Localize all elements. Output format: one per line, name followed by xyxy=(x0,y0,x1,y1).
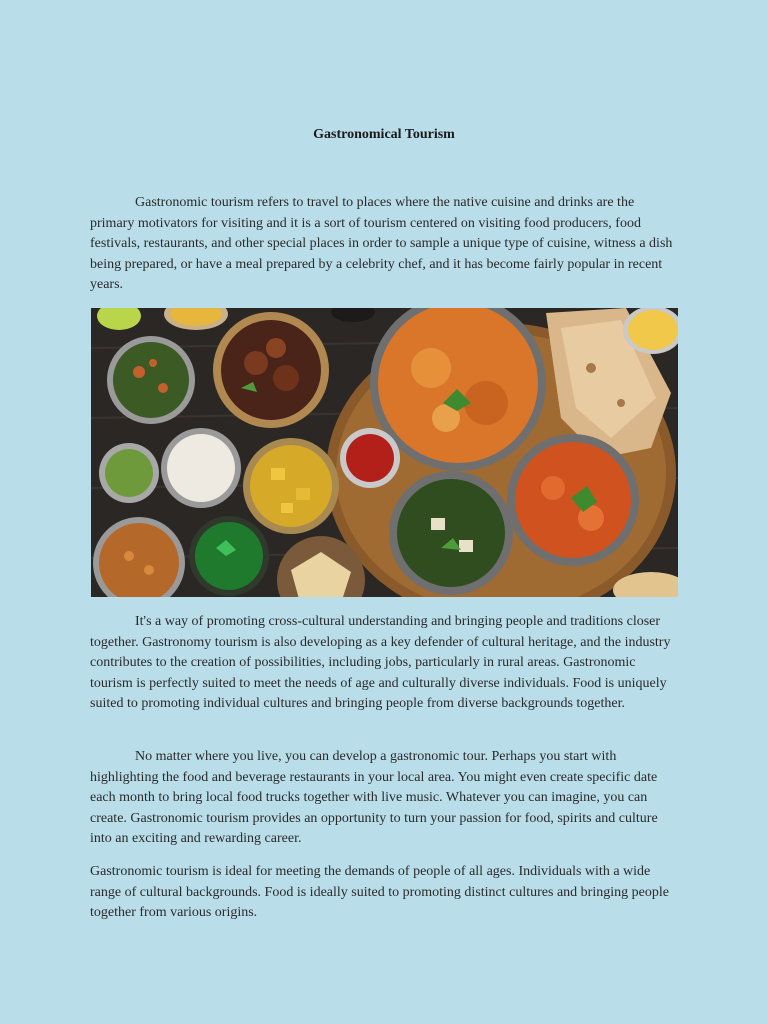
indian-dishes-illustration xyxy=(91,308,678,597)
food-photo xyxy=(91,308,678,597)
paragraph-4: Gastronomic tourism is ideal for meeting the demands of people of all ages. Individuals with a wide range of cultural backgrounds. Food is ideally suited to promoting distinct cultures and bringing people together from various origins. xyxy=(90,864,669,920)
paragraph-1: Gastronomic tourism refers to travel to places where the native cuisine and drinks are the primary motivators for visiting and it is a sort of tourism centered on visiting food producers, food festivals, restaurants, and other special places in order to sample a unique type of cuisine, witness a dish being prepared, or have a meal prepared by a celebrity chef, and it has become fairly popular in recent years. xyxy=(90,195,673,292)
paragraph-2: It's a way of promoting cross-cultural understanding and bringing people and traditions closer together. Gastronomy tourism is also developing as a key defender of cultural heritage, and the industry contributes to the creation of possibilities, including jobs, particularly in rural areas. Gastronomic tourism is perfectly suited to meet the needs of age and culturally diverse individuals. Food is uniquely suited to promoting individual cultures and bringing people from diverse backgrounds together. xyxy=(90,614,671,711)
document-title: Gastronomical Tourism xyxy=(313,127,455,142)
paragraph-3: No matter where you live, you can develop a gastronomic tour. Perhaps you start with highlighting the food and beverage restaurants in your local area. You might even create specific date each month to bring local food trucks together with live music. Whatever you can imagine, you can create. Gastronomic tourism provides an opportunity to turn your passion for food, spirits and culture into an exciting and rewarding career. xyxy=(90,749,658,846)
